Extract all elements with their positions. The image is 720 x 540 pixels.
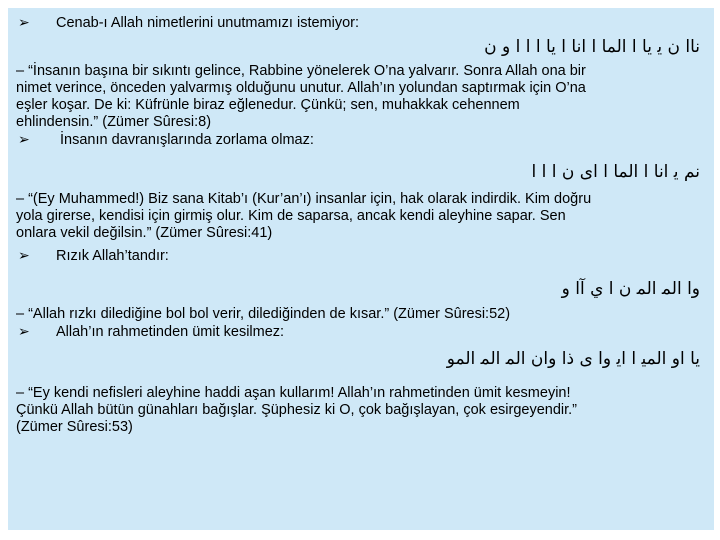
- quote-line: yola girerse, kendisi için girmiş olur. Kim de saparsa, ancak kendi aleyhine sapar. Sen: [16, 208, 566, 224]
- quote-line: Çünkü Allah bütün günahları bağışlar. Şüphesiz ki O, çok bağışlayan, çok esirgeyendir.”: [16, 402, 577, 418]
- slide-background: [8, 8, 714, 530]
- quote-line: onlara vekil değilsin.” (Zümer Sûresi:41): [16, 225, 273, 241]
- arabic-verse: ﻧﻢ ﻳ ﺍﻧﺎ ﺍ ﺍﻟﻤﺎ ﺍ ﺍﻯ ﻥ ﺍ ﺍ ﺍ: [531, 162, 700, 182]
- quote-line: – “(Ey Muhammed!) Biz sana Kitab’ı (Kur’an’ı) insanlar için, hak olarak indirdik. Kim doğru: [16, 191, 592, 207]
- section-heading: Allah’ın rahmetinden ümit kesilmez:: [56, 324, 285, 340]
- bullet-arrow-icon: ➢: [18, 248, 30, 264]
- section-heading: Rızık Allah’tandır:: [56, 248, 169, 264]
- arabic-verse: ﻧﺎﺍ ﻥ ﻳ ﻳﺎ ﺍ ﺍﻟﻤﺎ ﺍ ﺍﻧﺎ ﺍ ﻳﺎ ﺍ ﺍ ﺍ ﻭ ﻥ: [484, 37, 700, 57]
- section-heading: İnsanın davranışlarında zorlama olmaz:: [60, 132, 314, 148]
- quote-line: (Zümer Sûresi:53): [16, 419, 133, 435]
- arabic-verse: ﻭﺍ ﺍﻟﻤ ﺍﻟﻤ ﻥ ﺍ ﻱ ﺁﺍ ﻭ: [561, 279, 700, 299]
- quote-line: nimet verince, önceden yalvarmış olduğunu unutur. Allah’ın yolundan saptırmak için O’na: [16, 80, 586, 96]
- quote-line: – “Ey kendi nefisleri aleyhine haddi aşan kullarım! Allah’ın rahmetinden ümit kesmeyin!: [16, 385, 571, 401]
- section-heading: Cenab-ı Allah nimetlerini unutmamızı istemiyor:: [56, 15, 360, 31]
- bullet-arrow-icon: ➢: [18, 132, 30, 148]
- quote-line: eşler koşar. De ki: Küfrünle biraz eğlenedur. Çünkü; sen, muhakkak cehennem: [16, 97, 520, 113]
- quote-line: – “İnsanın başına bir sıkıntı gelince, Rabbine yönelerek O’na yalvarır. Sonra Allah ona bir: [16, 63, 586, 79]
- quote-line: ehlindensin.” (Zümer Sûresi:8): [16, 114, 212, 130]
- arabic-verse: ﻳﺎ ﺍﻭ ﺍﻟﻤﻴ ﺍ ﺍﻳ ﻭﺍ ﻯ ﺫﺍ ﻭﺍﻥ ﺍﻟﻤ ﺍﻟﻤ ﺍﻟﻤﻮ: [446, 349, 700, 369]
- bullet-arrow-icon: ➢: [18, 324, 30, 340]
- bullet-arrow-icon: ➢: [18, 15, 30, 31]
- quote-line: – “Allah rızkı dilediğine bol bol verir, dilediğinden de kısar.” (Zümer Sûresi:52): [16, 306, 511, 322]
